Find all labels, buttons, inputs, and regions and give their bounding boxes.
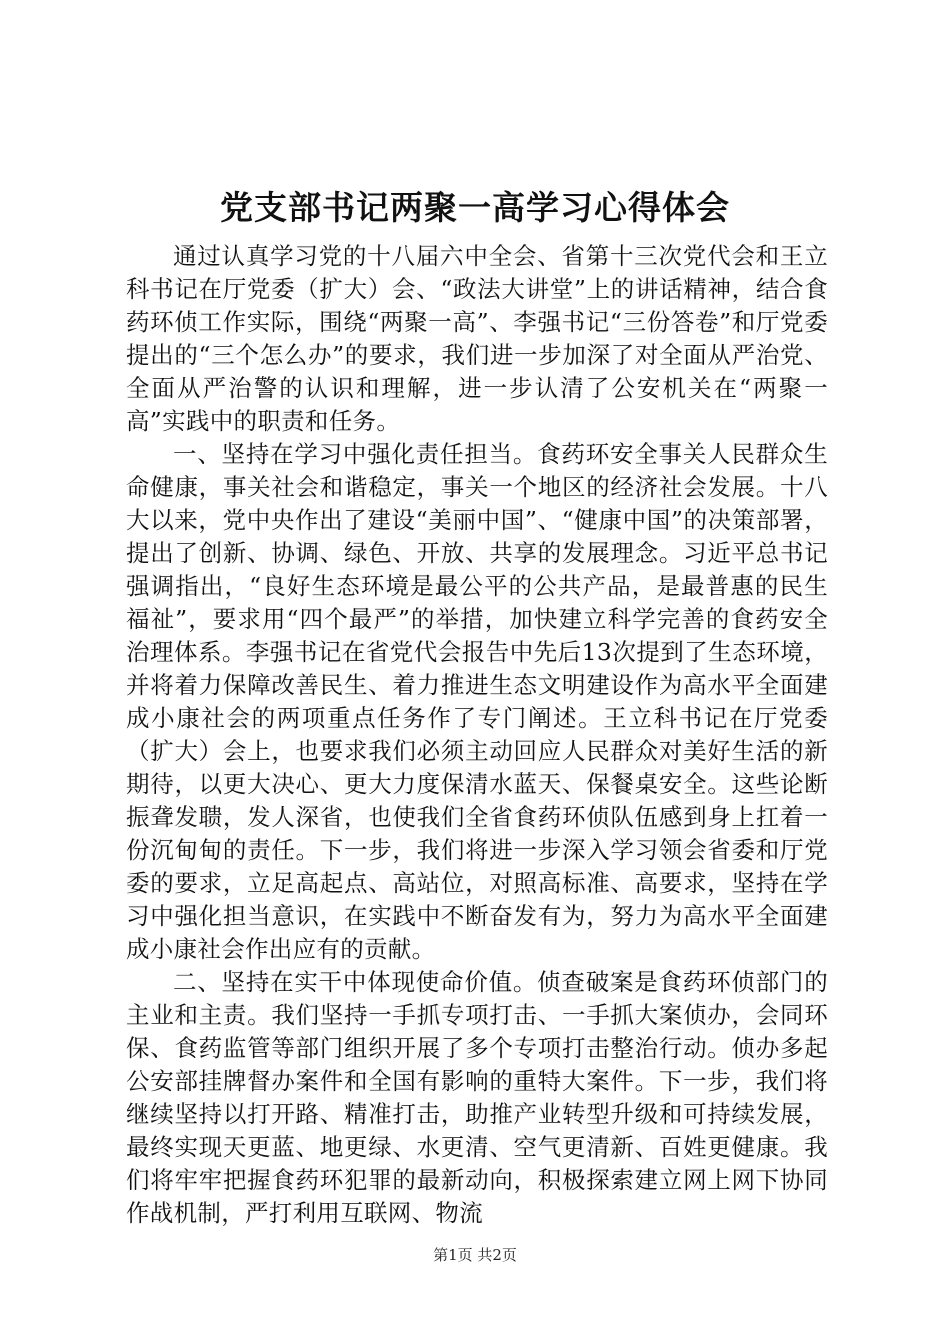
document-body (126, 240, 828, 1230)
intro-paragraph: 通过认真学习党的十八届六中全会、省第十三次党代会和王立科书记在厅党委（扩大）会、“政法大讲堂”上的讲话精神，结合食药环侦工作实际，围绕“两聚一高”、李强书记“三份答卷”和厅党委提出的“三个怎么办”的要求，我们进一步加深了对全面从严治党、全面从严治警的认识和理解，进一步认清了公安机关在“两聚一高”实践中的职责和任务。 (126, 242, 828, 435)
section-one-paragraph: 一、坚持在学习中强化责任担当。食药环安全事关人民群众生命健康，事关社会和谐稳定，事关一个地区的经济社会发展。十八大以来，党中央作出了建设“美丽中国”、“健康中国”的决策部署，提出了创新、协调、绿色、开放、共享的发展理念。习近平总书记强调指出，“良好生态环境是最公平的公共产品，是最普惠的民生福祉”，要求用“四个最严”的举措，加快建立科学完善的食药安全治理体系。李强书记在省党代会报告中先后13次提到了生态环境，并将着力保障改善民生、着力推进生态文明建设作为高水平全面建成小康社会的两项重点任务作了专门阐述。王立科书记在厅党委（扩大）会上，也要求我们必须主动回应人民群众对美好生活的新期待，以更大决心、更大力度保清水蓝天、保餐桌安全。这些论断振聋发聩，发人深省，也使我们全省食药环侦队伍感到身上扛着一份沉甸甸的责任。下一步，我们将进一步深入学习领会省委和厅党委的要求，立足高起点、高站位，对照高标准、高要求，坚持在学习中强化担当意识，在实践中不断奋发有为，努力为高水平全面建成小康社会作出应有的贡献。 (126, 440, 828, 963)
document-title: 党支部书记两聚一高学习心得体会 (220, 188, 730, 227)
section-two-paragraph: 二、坚持在实干中体现使命价值。侦查破案是食药环侦部门的主业和主责。我们坚持一手抓专项打击、一手抓大案侦办，会同环保、食药监管等部门组织开展了多个专项打击整治行动。侦办多起公安部挂牌督办案件和全国有影响的重特大案件。下一步，我们将继续坚持以打开路、精准打击，助推产业转型升级和可持续发展，最终实现天更蓝、地更绿、水更清、空气更清新、百姓更健康。我们将牢牢把握食药环犯罪的最新动向，积极探索建立网上网下协同作战机制，严打利用互联网、物流 (126, 968, 828, 1227)
page-number-footer: 第1页 共2页 (433, 1246, 517, 1264)
